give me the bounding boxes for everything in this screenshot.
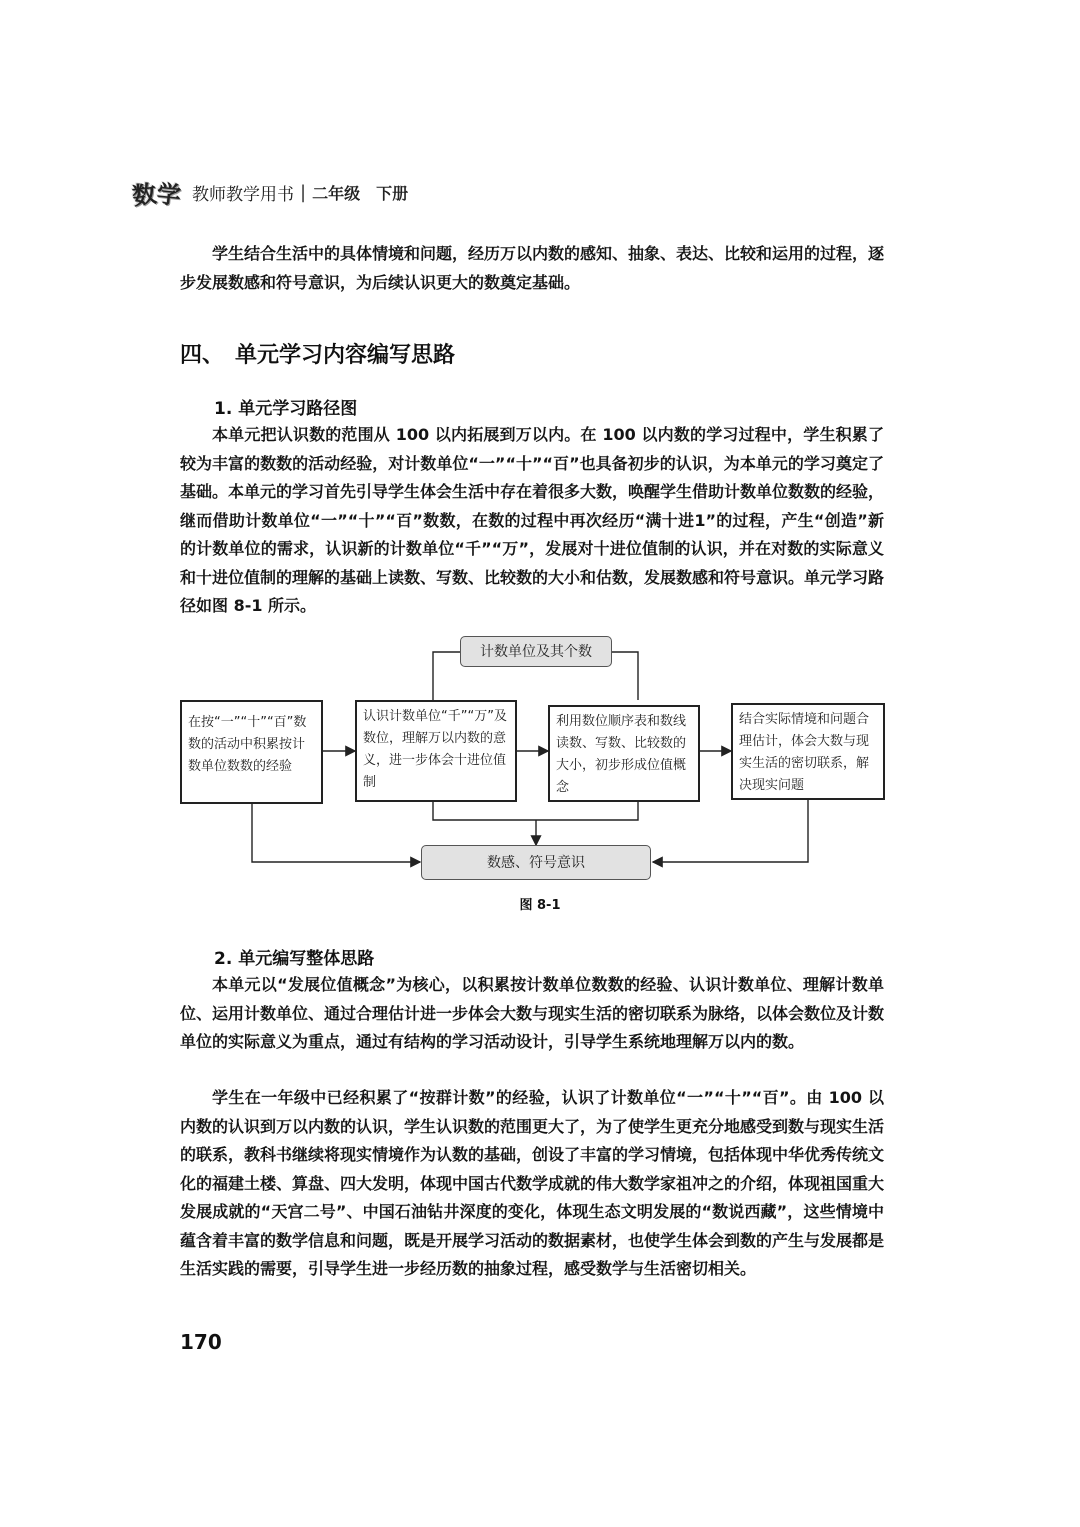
flow-bottom-box: 数感、符号意识 [421,845,651,880]
flow-box-3: 利用数位顺序表和数线读数、写数、比较数的大小，初步形成位值概念 [548,705,700,802]
subsection-2-title: 2. 单元编写整体思路 [214,949,375,969]
page-number: 170 [180,1330,222,1354]
bottom-bracket [433,802,638,820]
flow-box-1: 在按“一”“十”“百”数数的活动中积累按计数单位数数的经验 [180,700,323,804]
top-connector-left [433,652,460,700]
flow-top-box: 计数单位及其个数 [460,636,612,667]
header-book-title: 教师教学用书 [192,184,294,205]
intro-paragraph: 学生结合生活中的具体情境和问题，经历万以内数的感知、抽象、表达、比较和运用的过程，逐步发展数感和符号意识，为后续认识更大的数奠定基础。 [180,244,885,292]
right-connector [653,800,808,862]
math-logo: 数学 [130,177,184,211]
left-connector [252,804,420,862]
section-title: 四、 单元学习内容编写思路 [180,343,456,368]
subsection-1-title: 1. 单元学习路径图 [214,399,358,419]
header-separator: | [300,181,307,203]
subsection-1-paragraph: 本单元把认识数的范围从 100 以内拓展到万以内。在 100 以内数的学习过程中，学生积累了较为丰富的数数的活动经验，对计数单位“一”“十”“百”也具备初步的认识，为本单元的学习奠定了基础。本单元的学习首先引导学生体会生活中存在着很多大数，唤醒学生借助计数单位数数的经验，继而借助计数单位“一”“十”“百”数数，在数的过程中再次经历“满十进1”的过程，产生“创造”新的计数单位的需求，认识新的计数单位“千”“万”，发展对十进位值制的认识，并在对数的实际意义和十进位值制的理解的基础上读数、写数、比较数的大小和估数，发展数感和符号意识。单元学习路径如图 8-1 所示。 [180,425,885,615]
flow-box-4: 结合实际情境和问题合理估计，体会大数与现实生活的密切联系，解决现实问题 [731,703,885,800]
top-connector-right [612,652,638,700]
figure-caption: 图 8-1 [519,898,561,913]
header-grade: 二年级 下册 [312,183,409,203]
flow-box-2: 认识计数单位“千”“万”及数位，理解万以内数的意义，进一步体会十进位值制 [355,700,517,802]
subsection-2-paragraph-1: 本单元以“发展位值概念”为核心，以积累按计数单位数数的经验、认识计数单位、理解计数单位、运用计数单位、通过合理估计进一步体会大数与现实生活的密切联系为脉络，以体会数位及计数单位的实际意义为重点，通过有结构的学习活动设计，引导学生系统地理解万以内的数。 [180,975,885,1051]
running-header [128,176,409,211]
subsection-2-paragraph-2: 学生在一年级中已经积累了“按群计数”的经验，认识了计数单位“一”“十”“百”。由 100 以内数的认识到万以内数的认识，学生认识数的范围更大了，为了使学生更充分地感受到数与现实生活的联系，教科书继续将现实情境作为认数的基础，创设了丰富的学习情境，包括体现中华优秀传统文化的福建土楼、算盘、四大发明，体现中国古代数学成就的伟大数学家祖冲之的介绍，体现祖国重大发展成就的“天宫二号”、中国石油钻井深度的变化，体现生态文明发展的“数说西藏”，这些情境中蕴含着丰富的数学信息和问题，既是开展学习活动的数据素材，也使学生体会到数的产生与发展都是生活实践的需要，引导学生进一步经历数的抽象过程，感受数学与生活密切相关。 [180,1088,885,1278]
